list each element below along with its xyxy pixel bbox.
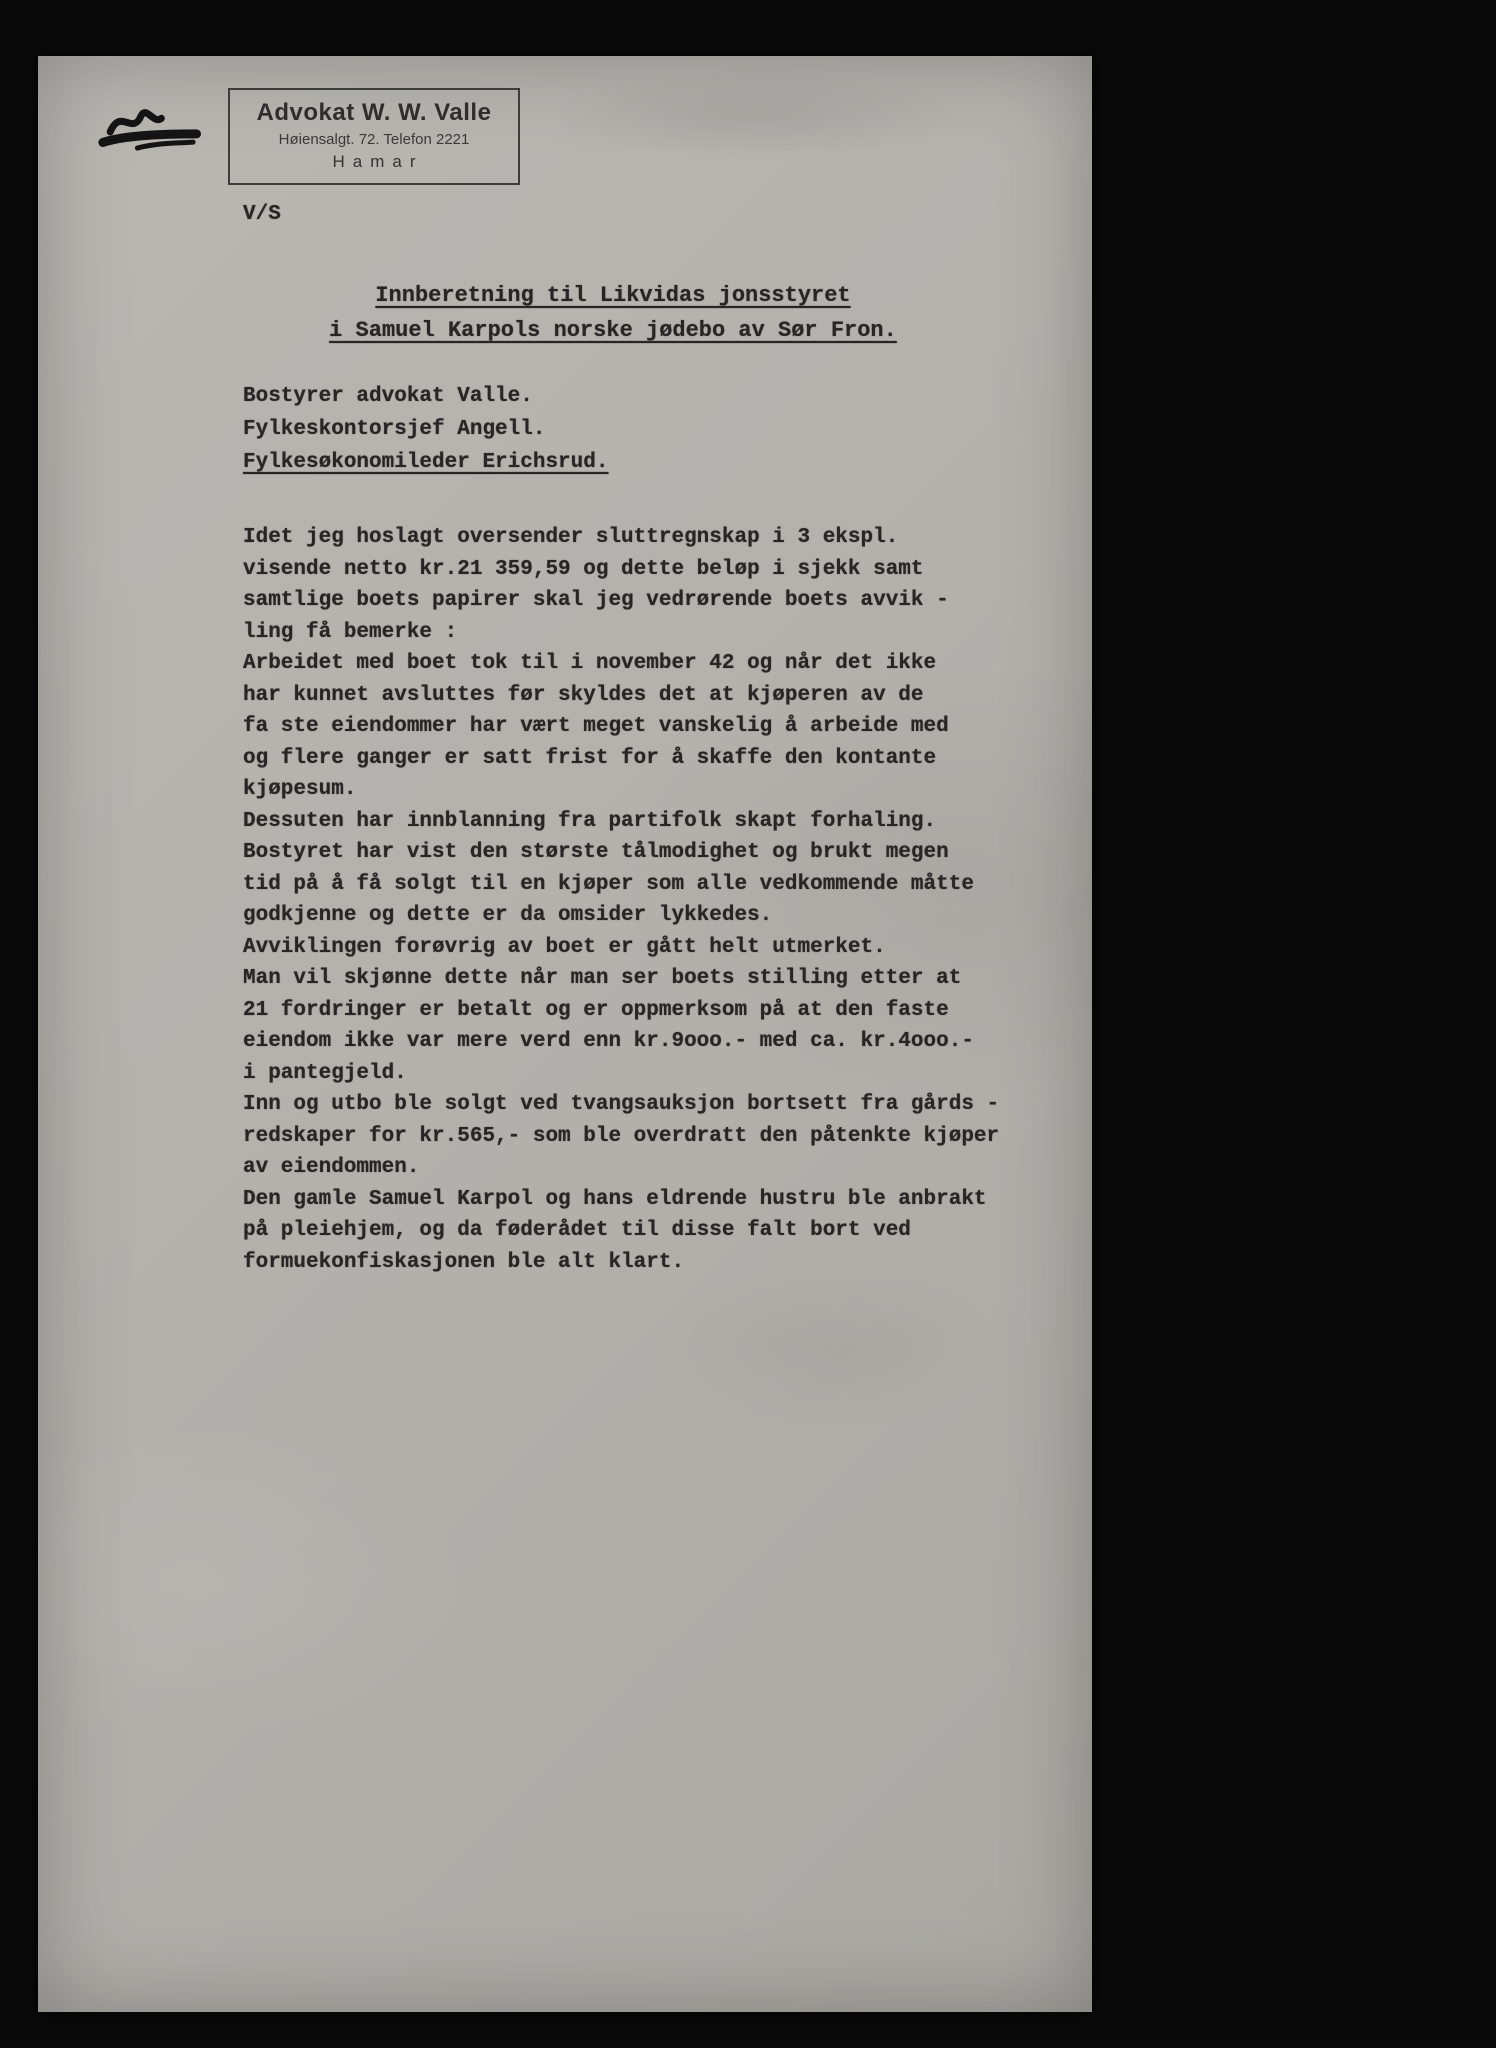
body-line: eiendom ikke var mere verd enn kr.9ooo.- med ca. kr.4ooo.- — [243, 1030, 974, 1053]
body-line: Avviklingen forøvrig av boet er gått helt utmerket. — [243, 935, 886, 959]
body-line: ling få bemerke : — [243, 620, 458, 644]
body-text — [243, 522, 1083, 1278]
body-line: Bostyret har vist den største tålmodighet og brukt megen — [243, 841, 949, 864]
document-title — [133, 278, 1093, 348]
document-page — [38, 56, 1092, 2012]
letterhead-city: Hamar — [332, 152, 424, 171]
title-line-2: i Samuel Karpols norske jødebo av Sør Fron. — [329, 318, 897, 343]
title-line-1: Innberetning til Likvidas jonsstyret — [375, 283, 851, 308]
letterhead-address: Høiensalgt. 72. Telefon 2221 — [278, 131, 470, 148]
letterhead-box — [228, 88, 520, 185]
body-line: tid på å få solgt til en kjøper som alle vedkommende måtte — [243, 872, 974, 896]
body-line: formuekonfiskasjonen ble alt klart. — [243, 1250, 685, 1274]
body-line: Dessuten har innblanning fra partifolk skapt forhaling. — [243, 809, 937, 833]
body-line: Arbeidet med boet tok til i november 42 og når det ikke — [243, 652, 937, 675]
body-line: 21 fordringer er betalt og er oppmerksom på at den faste — [243, 998, 949, 1022]
body-line: av eiendommen. — [243, 1156, 420, 1179]
body-line: Den gamle Samuel Karpol og hans eldrende hustru ble anbrakt — [243, 1187, 987, 1211]
body-line: Inn og utbo ble solgt ved tvangsauksjon bortsett fra gårds - — [243, 1093, 1000, 1116]
handwritten-mark — [94, 89, 238, 165]
body-line: samtlige boets papirer skal jeg vedrørende boets avvik - — [243, 589, 949, 612]
body-line: visende netto kr.21 359,59 og dette beløp i sjekk samt — [243, 557, 924, 581]
body-line: Idet jeg hoslagt oversender sluttregnskap i 3 ekspl. — [243, 526, 899, 549]
letterhead-name: Advokat W. W. Valle — [256, 99, 492, 126]
recipient-item: Fylkesøkonomileder Erichsrud. — [243, 451, 609, 474]
body-line: redskaper for kr.565,- som ble overdratt den påtenkte kjøper — [243, 1124, 1000, 1148]
body-line: kjøpesum. — [243, 778, 357, 801]
body-line: fa ste eiendommer har vært meget vanskelig å arbeide med — [243, 715, 949, 738]
recipient-item: Bostyrer advokat Valle. — [243, 385, 533, 408]
body-line: godkjenne og dette er da omsider lykkedes. — [243, 904, 773, 927]
reference-code: V/S — [243, 203, 281, 226]
recipient-item: Fylkeskontorsjef Angell. — [243, 418, 546, 441]
body-line: på pleiehjem, og da føderådet til disse falt bort ved — [243, 1219, 911, 1242]
body-line: i pantegjeld. — [243, 1061, 407, 1085]
body-line: Man vil skjønne dette når man ser boets stilling etter at — [243, 967, 962, 990]
body-line: og flere ganger er satt frist for å skaffe den kontante — [243, 746, 937, 770]
recipient-list — [243, 380, 608, 479]
body-line: har kunnet avsluttes før skyldes det at kjøperen av de — [243, 683, 924, 707]
